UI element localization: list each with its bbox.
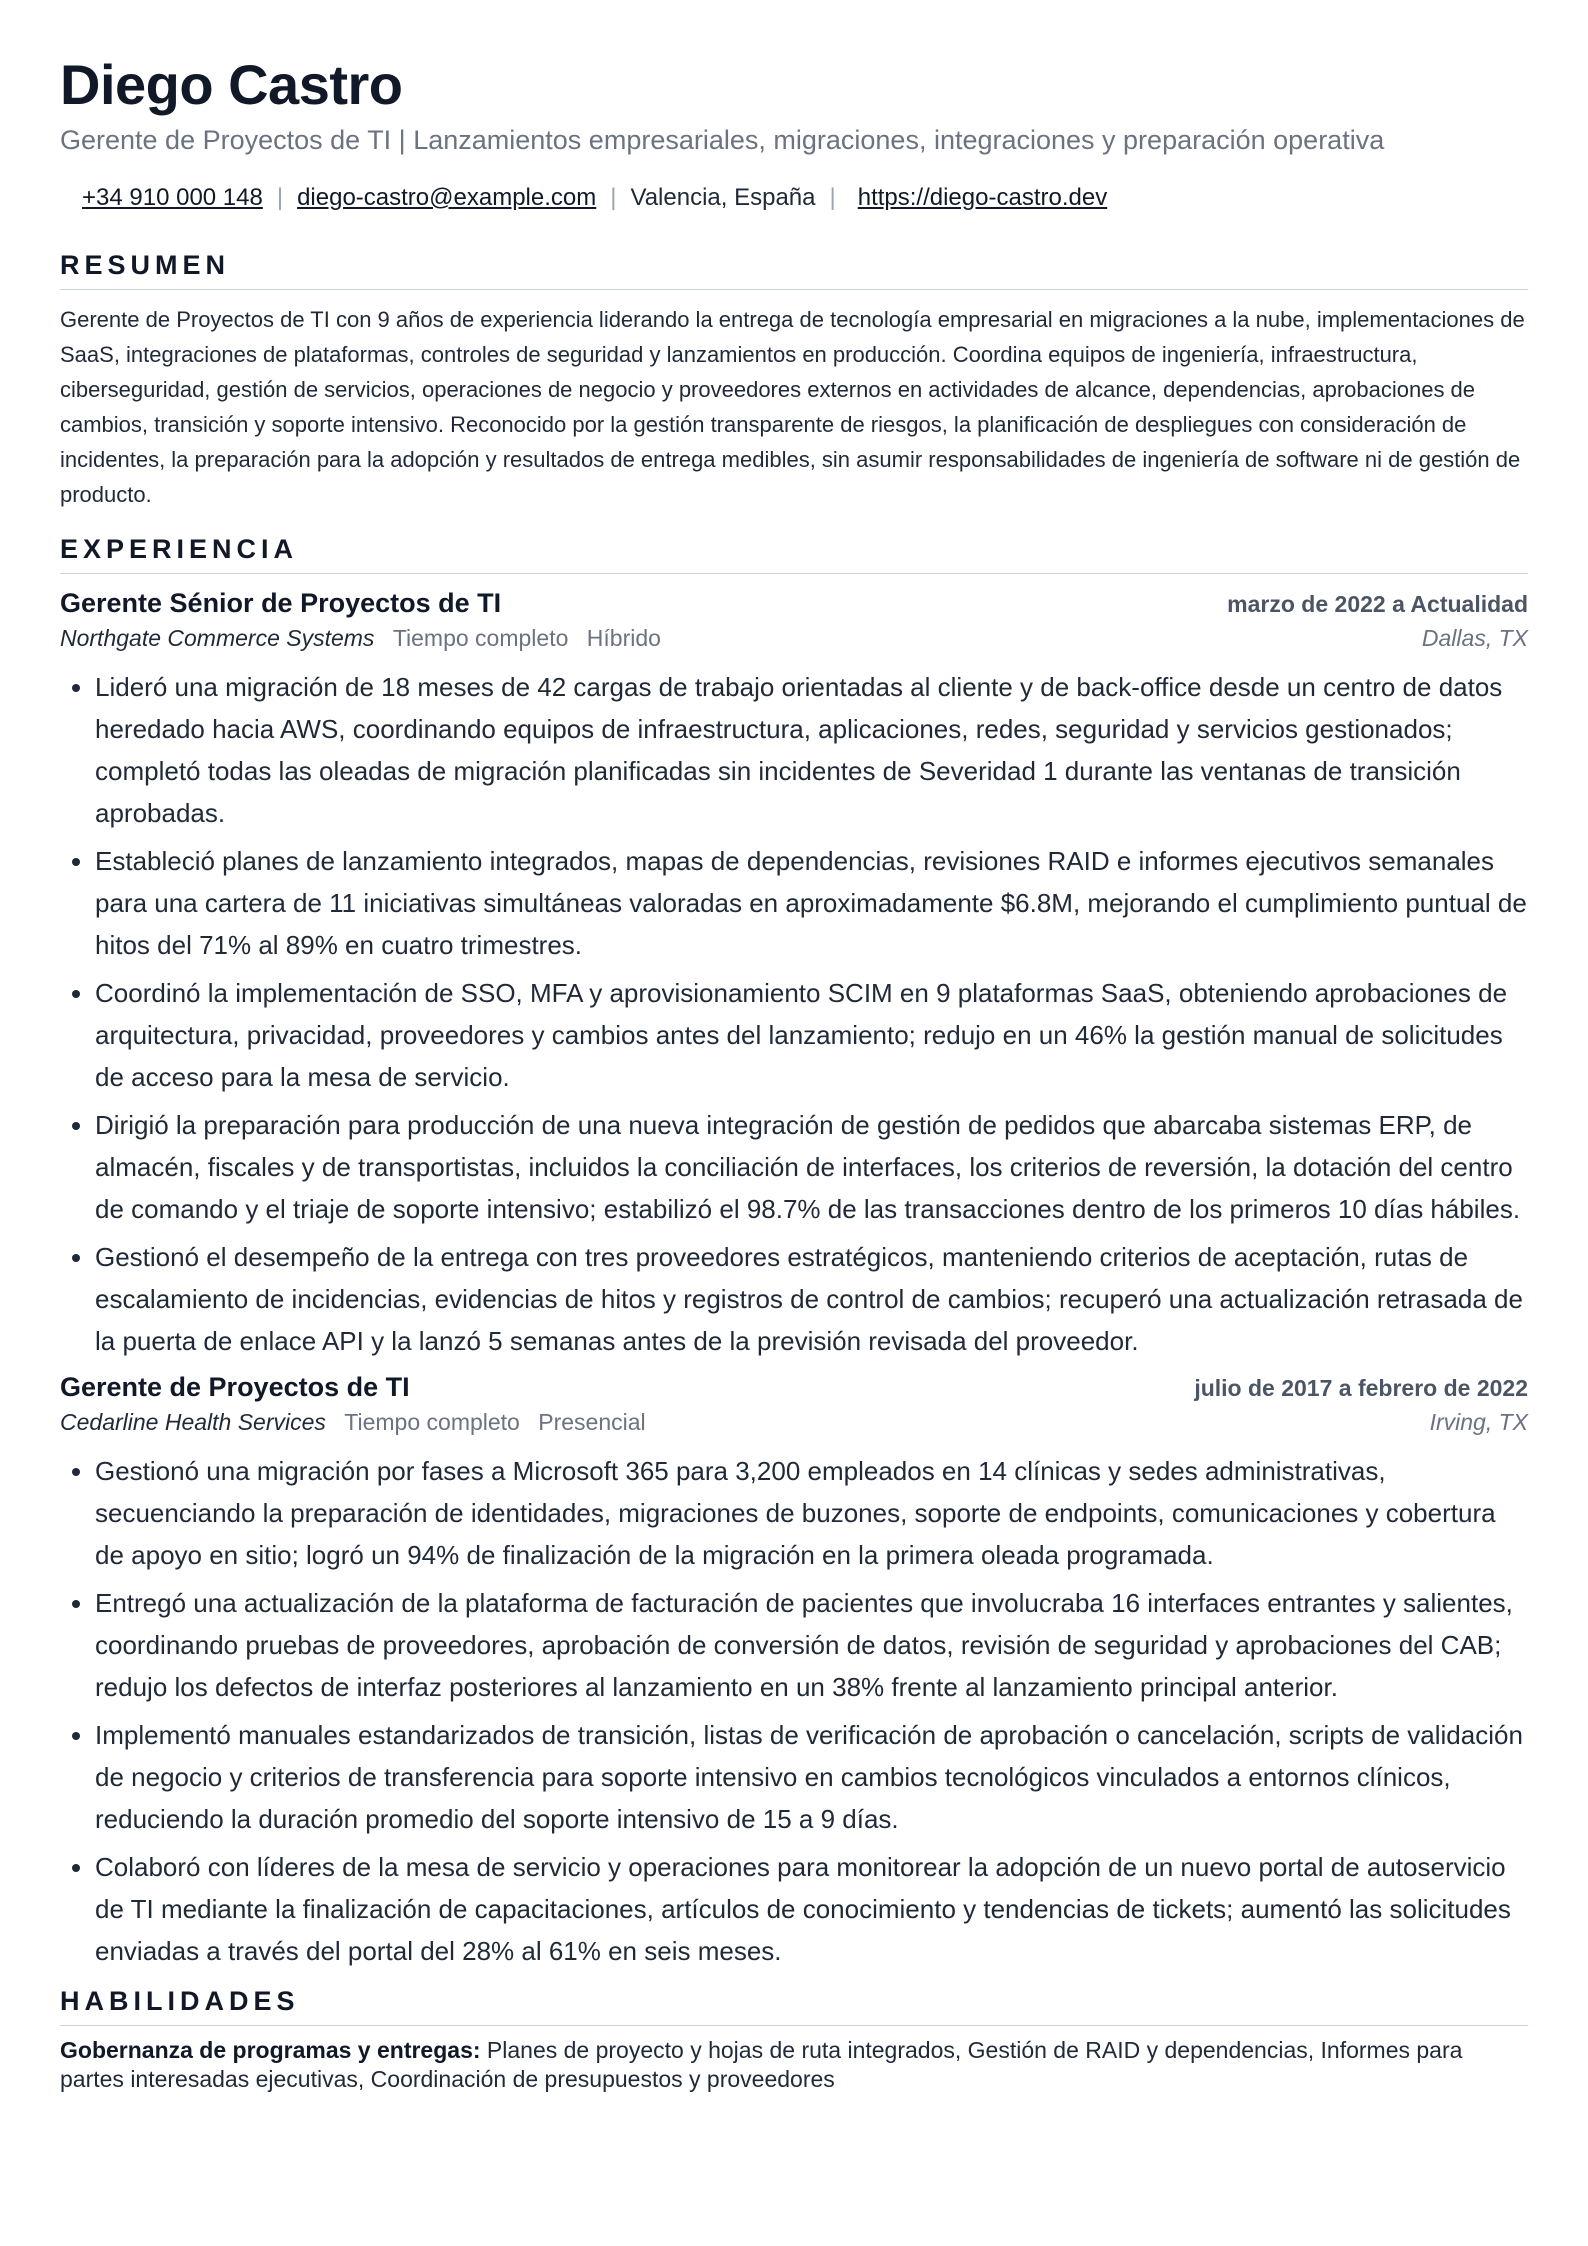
headline: Gerente de Proyectos de TI | Lanzamientos empresariales, migraciones, integraciones y preparación operativa <box>60 124 1385 155</box>
skill-group-label: Gobernanza de programas y entregas: <box>60 2036 481 2063</box>
work-mode: Híbrido <box>586 624 661 651</box>
bullet-item: • Gestionó el desempeño de la entrega con tres proveedores estratégicos, manteniendo criterios de aceptación, rutas de escalamiento de incidencias, evidencias de hitos y registros de control de cambios; recuperó una actualización retrasada de la puerta de enlace API y la lanzó 5 semanas antes de la previsión revisada del proveedor. <box>95 1236 1528 1362</box>
bullet-item: • Colaboró con líderes de la mesa de servicio y operaciones para monitorear la adopción de un nuevo portal de autoservicio de TI mediante la finalización de capacitaciones, artículos de conocimiento y tendencias de tickets; aumentó las solicitudes enviadas a través del portal del 28% al 61% en seis meses. <box>95 1846 1528 1972</box>
job-dates: marzo de 2022 a Actualidad <box>1227 590 1528 617</box>
bullet-item: • Entregó una actualización de la plataforma de facturación de pacientes que involucraba 16 interfaces entrantes y salientes, coordinando pruebas de proveedores, aprobación de conversión de datos, revisión de seguridad y aprobaciones del CAB; redujo los defectos de interfaz posteriores al lanzamiento en un 38% frente al lanzamiento principal anterior. <box>95 1582 1528 1708</box>
job-location: Irving, TX <box>1429 1408 1528 1435</box>
summary-text: Gerente de Proyectos de TI con 9 años de experiencia liderando la entrega de tecnología empresarial en migraciones a la nube, implementaciones de SaaS, integraciones de plataformas, controles de seguridad y lanzamientos en producción. Coordina equipos de ingeniería, infraestructura, ciberseguridad, gestión de servicios, operaciones de negocio y proveedores externos en actividades de alcance, dependencias, aprobaciones de cambios, transición y soporte intensivo. Reconocido por la gestión transparente de riesgos, la planificación de despliegues con consideración de incidentes, la preparación para la adopción y resultados de entrega medibles, sin asumir responsabilidades de ingeniería de software ni de gestión de producto. <box>60 306 1525 507</box>
location-text: Valencia, España <box>630 183 816 211</box>
work-mode: Presencial <box>538 1408 646 1435</box>
bullet-item: • Dirigió la preparación para producción de una nueva integración de gestión de pedidos que abarcaba sistemas ERP, de almacén, fiscales y de transportistas, incluidos la conciliación de interfaces, los criterios de reversión, la dotación del centro de comando y el triaje de soporte intensivo; estabilizó el 98.7% de las transacciones dentro de los primeros 10 días hábiles. <box>95 1104 1528 1230</box>
bullet-item: • Coordinó la implementación de SSO, MFA y aprovisionamiento SCIM en 9 plataformas SaaS, obteniendo aprobaciones de arquitectura, privacidad, proveedores y cambios antes del lanzamiento; redujo en un 46% la gestión manual de solicitudes de acceso para la mesa de servicio. <box>95 972 1528 1098</box>
phone-link[interactable]: +34 910 000 148 <box>82 183 263 211</box>
bullet-item: • Estableció planes de lanzamiento integrados, mapas de dependencias, revisiones RAID e informes ejecutivos semanales para una cartera de 11 iniciativas simultáneas valoradas en aproximadamente $6.8M, mejorando el cumplimiento puntual de hitos del 71% al 89% en cuatro trimestres. <box>95 840 1528 966</box>
skill-group-items: Planes de proyecto y hojas de ruta integrados, Gestión de RAID y dependencias, Informes para partes interesadas ejecutivas, Coordinación de presupuestos y proveedores <box>60 2036 1463 2092</box>
employment-type: Tiempo completo <box>392 624 569 651</box>
job-entry <box>60 588 1528 1362</box>
email-link[interactable]: diego-castro@example.com <box>297 183 597 211</box>
job-entry <box>60 1372 1528 1972</box>
skills-heading: HABILIDADES <box>60 1986 1528 2026</box>
job-location: Dallas, TX <box>1421 624 1528 651</box>
employment-type: Tiempo completo <box>344 1408 520 1435</box>
bullet-item: • Lideró una migración de 18 meses de 42 cargas de trabajo orientadas al cliente y de back-office desde un centro de datos heredado hacia AWS, coordinando equipos de infraestructura, aplicaciones, redes, seguridad y servicios gestionados; completó todas las oleadas de migración planificadas sin incidentes de Severidad 1 durante las ventanas de transición aprobadas. <box>95 666 1528 834</box>
skill-group <box>60 2036 1528 2094</box>
contact-separator: | <box>829 183 836 211</box>
experience-heading: EXPERIENCIA <box>60 534 1528 574</box>
website-link[interactable]: https://diego-castro.dev <box>857 183 1108 211</box>
contact-separator: | <box>610 183 617 211</box>
summary-heading: RESUMEN <box>60 250 1528 290</box>
job-title: Gerente Sénior de Proyectos de TI <box>60 587 502 618</box>
candidate-name: Diego Castro <box>60 53 403 116</box>
job-dates: julio de 2017 a febrero de 2022 <box>1194 1374 1528 1401</box>
contact-separator: | <box>276 183 284 211</box>
company-name: Cedarline Health Services <box>60 1408 326 1435</box>
bullet-item: • Implementó manuales estandarizados de transición, listas de verificación de aprobación o cancelación, scripts de validación de negocio y criterios de transferencia para soporte intensivo en cambios tecnológicos vinculados a entornos clínicos, reduciendo la duración promedio del soporte intensivo de 15 a 9 días. <box>95 1714 1528 1840</box>
company-name: Northgate Commerce Systems <box>60 624 375 651</box>
job-title: Gerente de Proyectos de TI <box>60 1371 410 1402</box>
job-bullets <box>60 666 1528 1362</box>
contact-bar <box>82 184 1528 212</box>
bullet-item: • Gestionó una migración por fases a Microsoft 365 para 3,200 empleados en 14 clínicas y sedes administrativas, secuenciando la preparación de identidades, migraciones de buzones, soporte de endpoints, comunicaciones y cobertura de apoyo en sitio; logró un 94% de finalización de la migración en la primera oleada programada. <box>95 1450 1528 1576</box>
job-bullets <box>60 1450 1528 1972</box>
